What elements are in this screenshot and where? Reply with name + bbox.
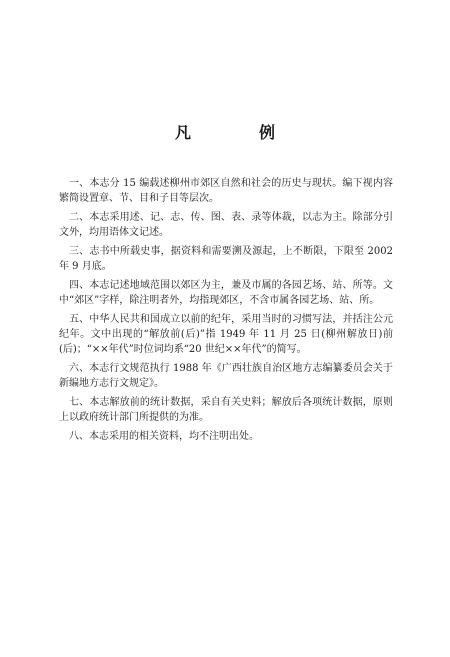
guideline-paragraph-3: 三、志书中所载史事，据资料和需要溯及源起，上不断限，下限至 2002 年 9 月底。 bbox=[59, 246, 393, 272]
page-title: 凡 例 bbox=[174, 123, 301, 142]
guideline-paragraph-7: 七、本志解放前的统计数据，采自有关史料；解放后各项统计数据，原则上以政府统计部门所提供的为准。 bbox=[59, 397, 393, 423]
guideline-paragraph-5: 五、中华人民共和国成立以前的纪年，采用当时的习惯写法，并括注公元纪年。文中出现的“解放前(后)”指 1949 年 11 月 25 日(柳州解放日)前(后)；“××年代”时位词均系“20 世纪××年代”的简写。 bbox=[59, 314, 393, 355]
guideline-paragraph-6: 六、本志行文规范执行 1988 年《广西壮族自治区地方志编纂委员会关于新编地方志行文规定》。 bbox=[59, 363, 393, 389]
guideline-paragraph-1: 一、本志分 15 编载述柳州市郊区自然和社会的历史与现状。编下视内容繁简设置章、节、目和子目等层次。 bbox=[59, 178, 393, 204]
guideline-paragraph-2: 二、本志采用述、记、志、传、图、表、录等体裁，以志为主。除部分引文外，均用语体文记述。 bbox=[59, 212, 393, 238]
guideline-paragraph-8: 八、本志采用的相关资料，均不注明出处。 bbox=[69, 431, 259, 442]
guidelines-body bbox=[59, 176, 393, 448]
guideline-paragraph-4: 四、本志记述地域范围以郊区为主，兼及市属的各园艺场、站、所等。文中“郊区”字样，除注明者外，均指现郊区，不含市属各园艺场、站、所。 bbox=[59, 280, 393, 306]
